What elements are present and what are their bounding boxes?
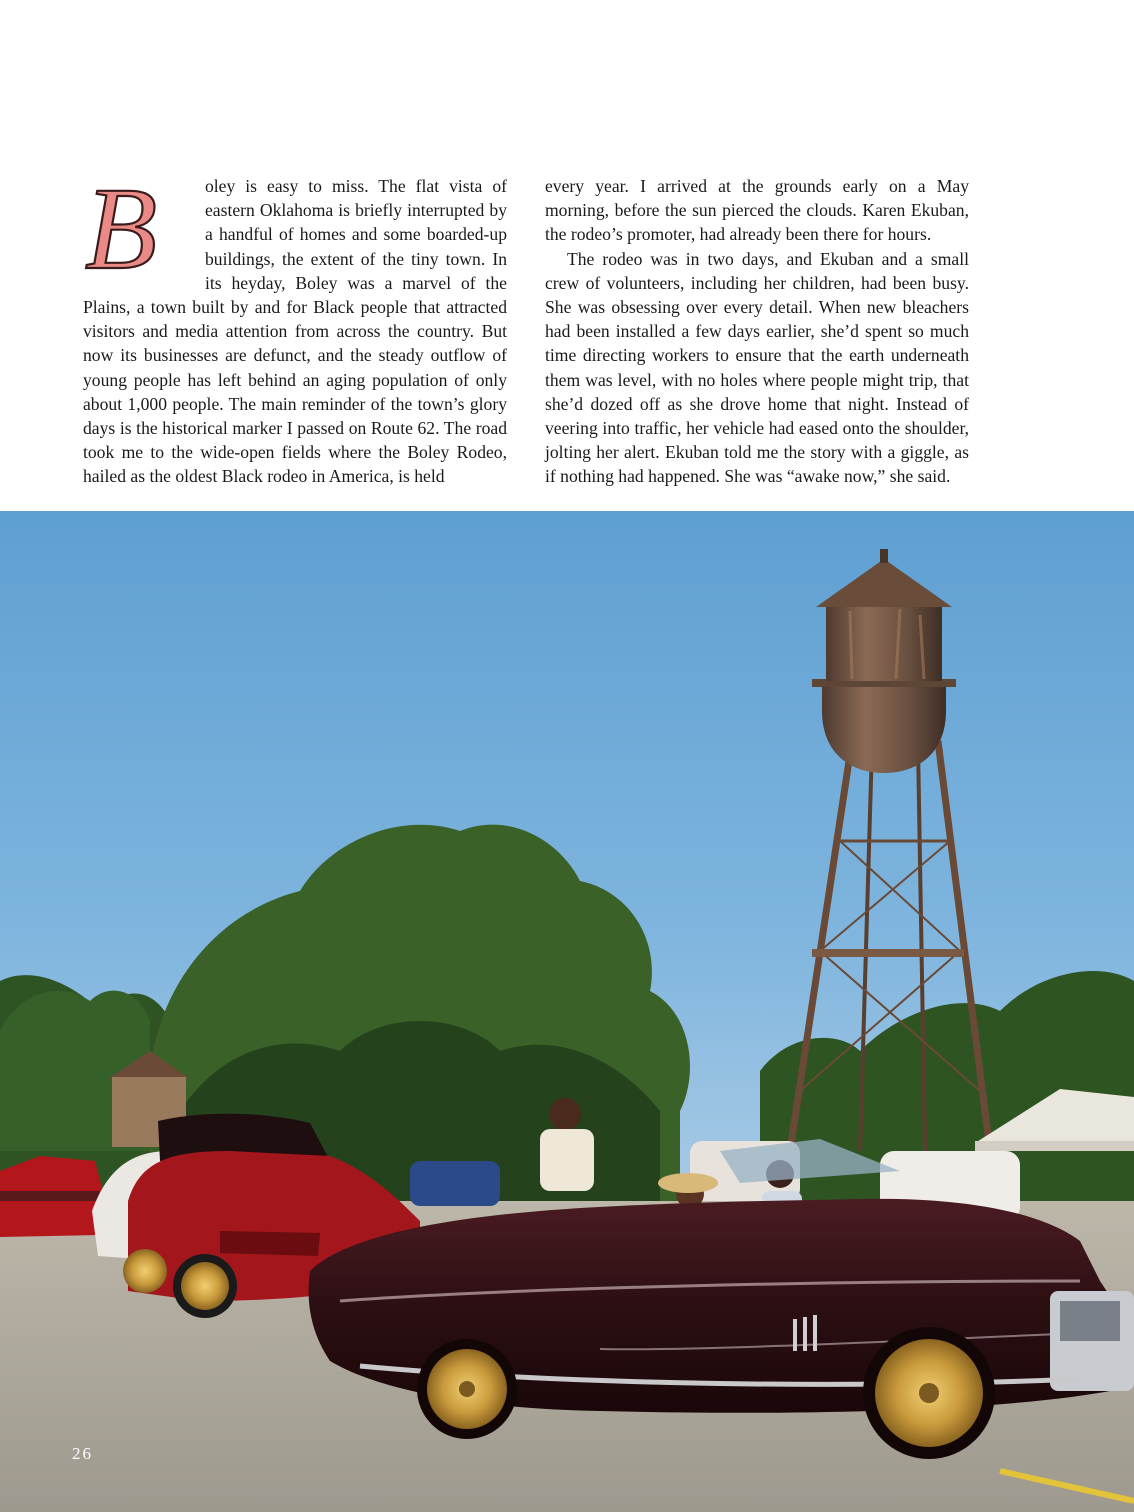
drop-cap <box>83 178 195 282</box>
article-column-right <box>545 174 969 489</box>
bg-car-blue <box>410 1161 500 1206</box>
body-text-left: oley is easy to miss. The flat vista of eastern Oklahoma is briefly interrupted by a handful of homes and some boarded-up buildings, the extent of the tiny town. In its heyday, Boley was a marvel of the Plains, a town built by and for Black people that attracted visitors and media attention from across the country. But now its businesses are defunct, and the steady outflow of young people has left behind an aging population of only about 1,000 people. The main reminder of the town’s glory days is the historical marker I passed on Route 62. The road took me to the wide-open fields where the Boley Rodeo, hailed as the oldest Black rodeo in America, is held <box>83 176 507 487</box>
article-column-left <box>83 174 507 489</box>
body-text-right-1: every year. I arrived at the grounds early on a May morning, before the sun pierced the clouds. Karen Ekuban, the rodeo’s promoter, had already been there for hours. <box>545 176 969 245</box>
photo-illustration <box>0 511 1134 1512</box>
body-text-right-2: The rodeo was in two days, and Ekuban and a small crew of volunteers, including her children, had been busy. She was obsessing over every detail. When new bleachers had been installed a few days earlier, she’d spent so much time directing workers to ensure that the earth underneath them was level, with no holes where people might trip, that she’d dozed off as she drove home that night. Instead of veering into traffic, her vehicle had eased onto the shoulder, jolting her alert. Ekuban told me the story with a giggle, as if nothing had happened. She was “awake now,” she said. <box>545 248 969 487</box>
page-number: 26 <box>72 1444 93 1463</box>
drop-cap-letter: B <box>85 178 158 282</box>
red-camaro-far-left <box>0 1156 108 1237</box>
rodeo-parade-photo <box>0 511 1134 1512</box>
